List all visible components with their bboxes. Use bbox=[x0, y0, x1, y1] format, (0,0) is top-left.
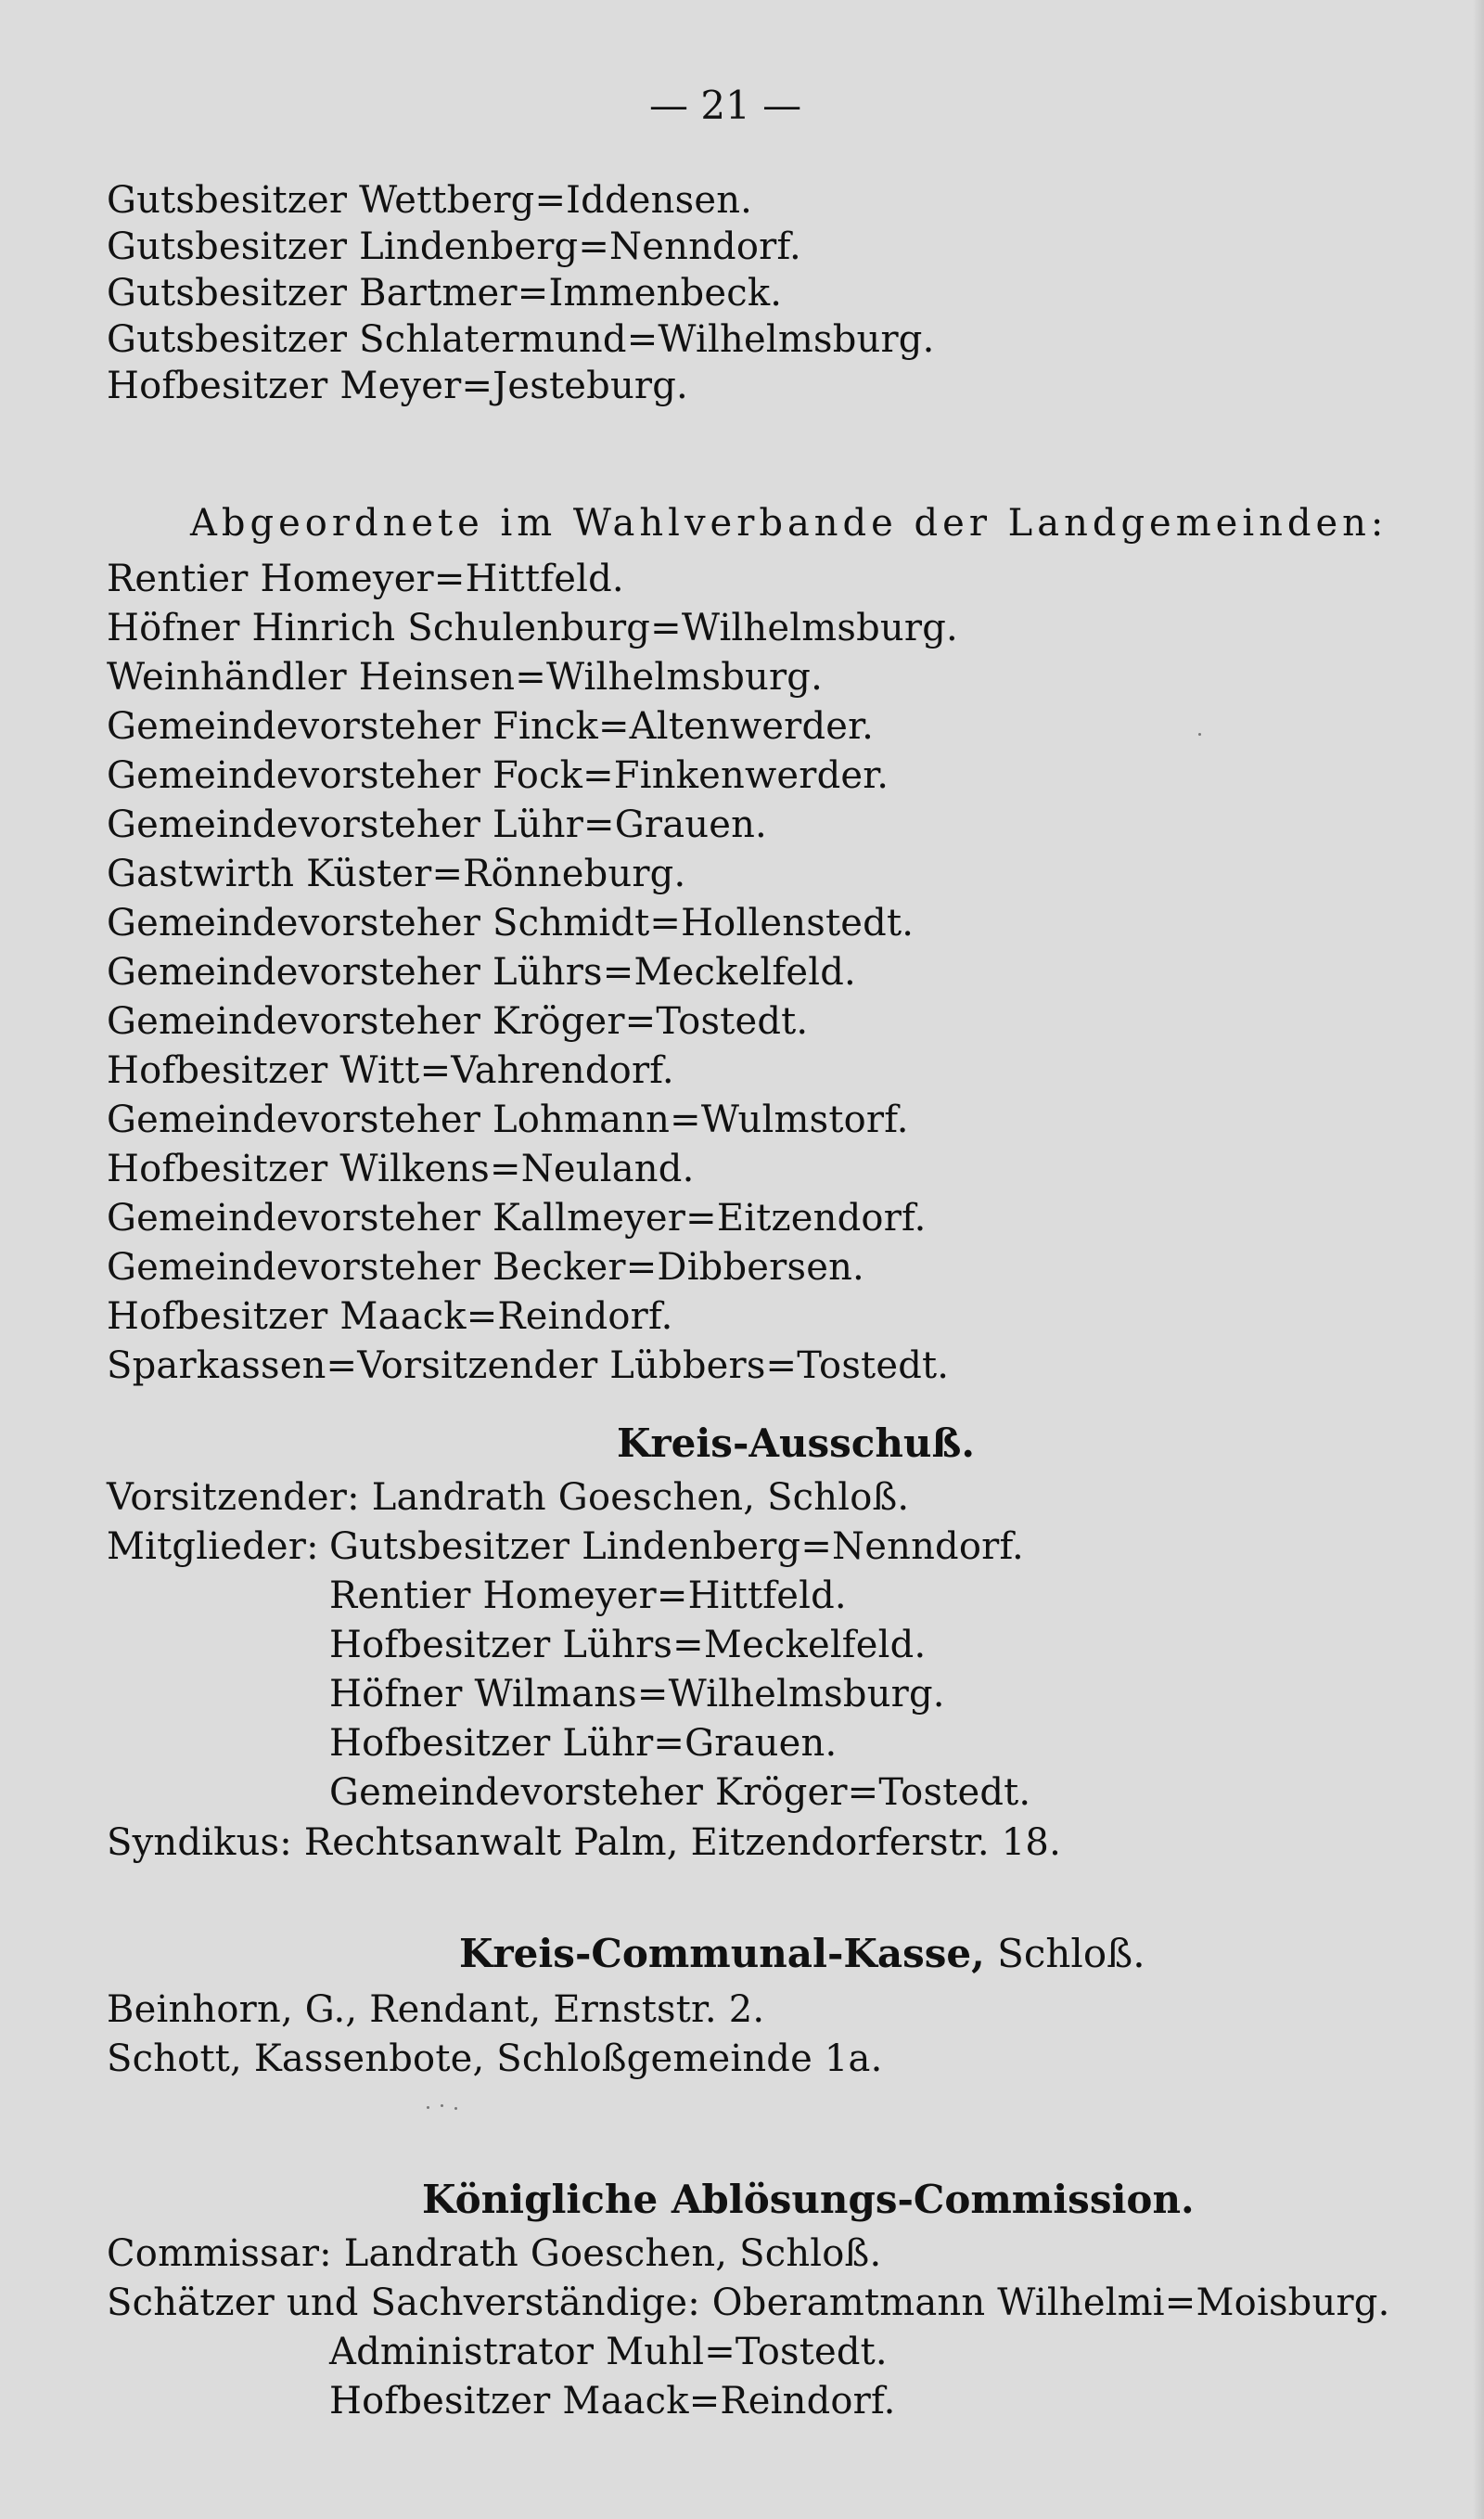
list-item: Gemeindevorsteher Kröger=Tostedt. bbox=[107, 1000, 809, 1043]
scan-speck bbox=[441, 2104, 443, 2107]
scan-speck bbox=[427, 2106, 429, 2109]
chair-line: Vorsitzender: Landrath Goeschen, Schloß. bbox=[107, 1476, 910, 1519]
member-item: Gemeindevorsteher Kröger=Tostedt. bbox=[329, 1771, 1031, 1814]
list-item: Gemeindevorsteher Kallmeyer=Eitzendorf. bbox=[107, 1197, 927, 1240]
scan-edge bbox=[1473, 0, 1484, 2519]
communal-kasse-location: Schloß. bbox=[984, 1931, 1145, 1976]
list-item: Gemeindevorsteher Fock=Finkenwerder. bbox=[107, 754, 889, 797]
list-item: Beinhorn, G., Rendant, Ernststr. 2. bbox=[107, 1988, 765, 2031]
section-heading-landgemeinden: Abgeordnete im Wahlverbande der Landgemeinden: bbox=[190, 502, 1388, 545]
section-title-kreis-ausschuss: Kreis-Ausschuß. bbox=[617, 1420, 975, 1466]
list-item: Hofbesitzer Witt=Vahrendorf. bbox=[107, 1049, 674, 1092]
list-item: Gutsbesitzer Schlatermund=Wilhelmsburg. bbox=[107, 318, 935, 361]
list-item: Hofbesitzer Meyer=Jesteburg. bbox=[107, 365, 688, 407]
list-item: Weinhändler Heinsen=Wilhelmsburg. bbox=[107, 656, 824, 699]
syndikus-line: Syndikus: Rechtsanwalt Palm, Eitzendorferstr. 18. bbox=[107, 1821, 1061, 1864]
sachverstaendige-line: Schätzer und Sachverständige: Oberamtmann Wilhelmi=Moisburg. bbox=[107, 2281, 1390, 2324]
member-item: Höfner Wilmans=Wilhelmsburg. bbox=[329, 1673, 945, 1716]
list-item: Sparkassen=Vorsitzender Lübbers=Tostedt. bbox=[107, 1344, 950, 1387]
section-title-communal-kasse bbox=[459, 1928, 1145, 1980]
list-item: Rentier Homeyer=Hittfeld. bbox=[107, 558, 624, 600]
list-item: Höfner Hinrich Schulenburg=Wilhelmsburg. bbox=[107, 607, 958, 649]
list-item: Gemeindevorsteher Lührs=Meckelfeld. bbox=[107, 951, 856, 994]
member-item: Rentier Homeyer=Hittfeld. bbox=[329, 1574, 847, 1617]
section-title-abloesungs-commission: Königliche Ablösungs-Commission. bbox=[422, 2177, 1195, 2222]
scan-speck bbox=[454, 2107, 457, 2110]
list-item: Gemeindevorsteher Schmidt=Hollenstedt. bbox=[107, 902, 915, 945]
list-item: Gutsbesitzer Wettberg=Iddensen. bbox=[107, 179, 753, 222]
page-number: — 21 — bbox=[649, 83, 802, 128]
list-item: Gemeindevorsteher Lohmann=Wulmstorf. bbox=[107, 1099, 909, 1141]
member-item: Hofbesitzer Lühr=Grauen. bbox=[329, 1722, 838, 1765]
list-item: Hofbesitzer Maack=Reindorf. bbox=[107, 1295, 673, 1338]
list-item: Hofbesitzer Maack=Reindorf. bbox=[329, 2380, 896, 2423]
commissar-line: Commissar: Landrath Goeschen, Schloß. bbox=[107, 2232, 882, 2275]
communal-kasse-title: Kreis-Communal-Kasse, bbox=[459, 1931, 985, 1976]
list-item: Gemeindevorsteher Becker=Dibbersen. bbox=[107, 1246, 864, 1289]
members-label: Mitglieder: bbox=[107, 1525, 319, 1568]
list-item: Schott, Kassenbote, Schloßgemeinde 1a. bbox=[107, 2037, 883, 2080]
list-item: Hofbesitzer Wilkens=Neuland. bbox=[107, 1148, 695, 1190]
scan-speck bbox=[1198, 733, 1201, 736]
list-item: Gutsbesitzer Lindenberg=Nenndorf. bbox=[107, 225, 801, 268]
list-item: Gutsbesitzer Bartmer=Immenbeck. bbox=[107, 272, 783, 315]
member-item: Gutsbesitzer Lindenberg=Nenndorf. bbox=[329, 1525, 1024, 1568]
member-item: Hofbesitzer Lührs=Meckelfeld. bbox=[329, 1624, 927, 1666]
list-item: Gemeindevorsteher Lühr=Grauen. bbox=[107, 803, 767, 846]
list-item: Gastwirth Küster=Rönneburg. bbox=[107, 853, 686, 895]
list-item: Administrator Muhl=Tostedt. bbox=[329, 2331, 888, 2373]
list-item: Gemeindevorsteher Finck=Altenwerder. bbox=[107, 705, 875, 748]
